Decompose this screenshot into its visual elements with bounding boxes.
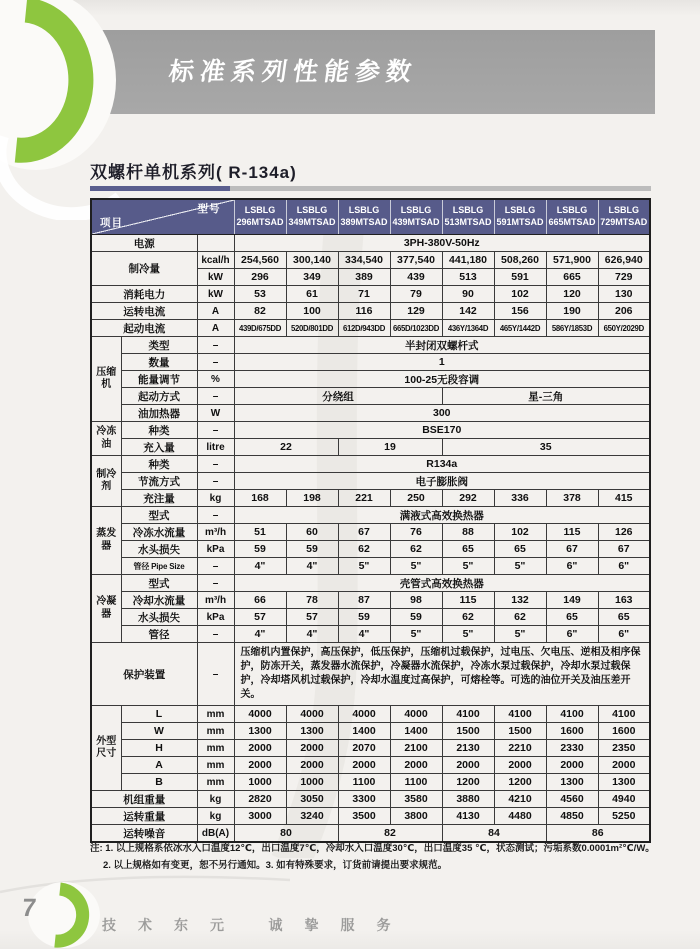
value-cell: 5"	[494, 558, 546, 575]
value-cell: 377,540	[390, 252, 442, 269]
value-cell: 2330	[546, 740, 598, 757]
value-cell: 441,180	[442, 252, 494, 269]
value-cell: 3500	[338, 808, 390, 825]
value-cell: 62	[494, 609, 546, 626]
row-label: 数量	[121, 354, 197, 371]
value-cell: 5"	[442, 626, 494, 643]
value-cell: 612D/943DD	[338, 320, 390, 337]
value-cell: 626,940	[598, 252, 650, 269]
value-cell: 4210	[494, 791, 546, 808]
value-cell: 60	[286, 524, 338, 541]
value-cell: 126	[598, 524, 650, 541]
value-cell: 2000	[390, 757, 442, 774]
unit-cell: –	[197, 337, 234, 354]
value-cell: 2000	[598, 757, 650, 774]
value-cell: 5"	[390, 558, 442, 575]
value-cell: 4100	[442, 706, 494, 723]
value-cell: 389	[338, 269, 390, 286]
note-line: 2. 以上规格如有变更，恕不另行通知。3. 如有特殊要求，订货前请提出要求规范。	[103, 859, 448, 871]
value-cell: 2130	[442, 740, 494, 757]
value-cell: 336	[494, 490, 546, 507]
value-cell: 2000	[338, 757, 390, 774]
value-cell: 62	[442, 609, 494, 626]
value-cell: 2070	[338, 740, 390, 757]
value-cell: 4000	[390, 706, 442, 723]
row-label: H	[121, 740, 197, 757]
value-cell: 79	[390, 286, 442, 303]
value-cell: 6"	[598, 558, 650, 575]
footer-slogan-word: 技术东元	[102, 917, 246, 933]
value-cell: 250	[390, 490, 442, 507]
value-cell: 4"	[234, 626, 286, 643]
value-cell: 1200	[442, 774, 494, 791]
value-cell: 4130	[442, 808, 494, 825]
value-cell: 116	[338, 303, 390, 320]
value-cell: 67	[598, 541, 650, 558]
model-column-header: LSBLG 296MTSAD	[234, 199, 286, 235]
unit-cell: kPa	[197, 609, 234, 626]
row-label: B	[121, 774, 197, 791]
value-cell: 90	[442, 286, 494, 303]
value-cell: 星-三角	[442, 388, 650, 405]
value-cell: 82	[234, 303, 286, 320]
value-cell: 壳管式高效换热器	[234, 575, 650, 592]
value-cell: 4000	[286, 706, 338, 723]
value-cell: 满液式高效换热器	[234, 507, 650, 524]
value-cell: 2820	[234, 791, 286, 808]
value-cell: 4560	[546, 791, 598, 808]
value-cell: 3000	[234, 808, 286, 825]
value-cell: 1300	[598, 774, 650, 791]
value-cell: 142	[442, 303, 494, 320]
unit-cell: mm	[197, 774, 234, 791]
value-cell: 436Y/1364D	[442, 320, 494, 337]
value-cell: 129	[390, 303, 442, 320]
model-column-header: LSBLG 665MTSAD	[546, 199, 598, 235]
row-label: 制冷量	[91, 252, 197, 286]
value-cell: 2000	[286, 757, 338, 774]
value-cell: 586Y/1853D	[546, 320, 598, 337]
row-label: 水头损失	[121, 541, 197, 558]
row-label: 保护装置	[91, 643, 197, 706]
value-cell: 84	[442, 825, 546, 843]
value-cell: 分绕组	[234, 388, 442, 405]
value-cell: 76	[390, 524, 442, 541]
model-column-header: LSBLG 513MTSAD	[442, 199, 494, 235]
table-container	[90, 198, 651, 843]
value-cell: 2350	[598, 740, 650, 757]
value-cell: 729	[598, 269, 650, 286]
group-label: 压缩机	[91, 337, 121, 422]
row-label: L	[121, 706, 197, 723]
row-label: W	[121, 723, 197, 740]
value-cell: 254,560	[234, 252, 286, 269]
value-cell: 59	[234, 541, 286, 558]
value-cell: 6"	[546, 558, 598, 575]
row-label: 电源	[91, 235, 197, 252]
value-cell: 1100	[390, 774, 442, 791]
unit-cell: –	[197, 473, 234, 490]
value-cell: 2000	[546, 757, 598, 774]
value-cell: 3800	[390, 808, 442, 825]
unit-cell: –	[197, 507, 234, 524]
value-cell: 1	[234, 354, 650, 371]
row-label: 冷却水流量	[121, 592, 197, 609]
value-cell: 2000	[234, 740, 286, 757]
value-cell: 半封闭双螺杆式	[234, 337, 650, 354]
value-cell: 349	[286, 269, 338, 286]
value-cell: 65	[546, 609, 598, 626]
value-cell: 3050	[286, 791, 338, 808]
value-cell: 57	[234, 609, 286, 626]
value-cell: 2210	[494, 740, 546, 757]
value-cell: 19	[338, 439, 442, 456]
value-cell: 571,900	[546, 252, 598, 269]
value-cell: 4480	[494, 808, 546, 825]
row-label: A	[121, 757, 197, 774]
unit-cell: kg	[197, 490, 234, 507]
value-cell: 132	[494, 592, 546, 609]
value-cell: 3240	[286, 808, 338, 825]
corner-header-cell	[91, 199, 234, 235]
value-cell: 6"	[546, 626, 598, 643]
value-cell: 1300	[546, 774, 598, 791]
title-underline	[90, 186, 651, 191]
value-cell: 62	[338, 541, 390, 558]
value-cell: 2000	[494, 757, 546, 774]
row-label: 起动电流	[91, 320, 197, 337]
unit-cell: A	[197, 320, 234, 337]
row-label: 冷冻水流量	[121, 524, 197, 541]
unit-cell: –	[197, 575, 234, 592]
unit-cell: W	[197, 405, 234, 422]
value-cell: 80	[234, 825, 338, 843]
value-cell: 1500	[442, 723, 494, 740]
value-cell: 1500	[494, 723, 546, 740]
value-cell: 1100	[338, 774, 390, 791]
banner-title: 标准系列性能参数	[167, 58, 419, 86]
unit-cell: –	[197, 388, 234, 405]
value-cell: 4"	[234, 558, 286, 575]
unit-cell: mm	[197, 706, 234, 723]
value-cell: 2000	[286, 740, 338, 757]
row-label: 起动方式	[121, 388, 197, 405]
value-cell: 67	[338, 524, 390, 541]
unit-cell: mm	[197, 757, 234, 774]
value-cell: 22	[234, 439, 338, 456]
value-cell: 66	[234, 592, 286, 609]
model-column-header: LSBLG 349MTSAD	[286, 199, 338, 235]
model-column-header: LSBLG 389MTSAD	[338, 199, 390, 235]
group-label: 冷凝器	[91, 575, 121, 643]
value-cell: 130	[598, 286, 650, 303]
value-cell: 149	[546, 592, 598, 609]
value-cell: 35	[442, 439, 650, 456]
value-cell: 3880	[442, 791, 494, 808]
note-line: 注: 1. 以上规格系依冰水入口温度12℃，出口温度7℃，冷却水入口温度30℃，出口温度35 ℃，状态测试；污垢系数0.0001m²℃/W。	[90, 843, 655, 854]
value-cell: 1600	[546, 723, 598, 740]
value-cell: 6"	[598, 626, 650, 643]
unit-cell: kW	[197, 286, 234, 303]
value-cell: 378	[546, 490, 598, 507]
row-label: 节流方式	[121, 473, 197, 490]
unit-cell: dB(A)	[197, 825, 234, 843]
model-column-header: LSBLG 729MTSAD	[598, 199, 650, 235]
row-label: 机组重量	[91, 791, 197, 808]
value-cell: 53	[234, 286, 286, 303]
value-cell: 102	[494, 286, 546, 303]
page-number: 7	[20, 894, 38, 922]
value-cell: 115	[442, 592, 494, 609]
value-cell: 465Y/1442D	[494, 320, 546, 337]
spec-table	[90, 198, 651, 843]
unit-cell: kg	[197, 791, 234, 808]
value-cell: 508,260	[494, 252, 546, 269]
row-label: 型式	[121, 507, 197, 524]
value-cell: 665D/1023DD	[390, 320, 442, 337]
corner-item-label: 项目	[100, 217, 123, 230]
value-cell: 61	[286, 286, 338, 303]
value-cell: 3PH-380V-50Hz	[234, 235, 650, 252]
value-cell: R134a	[234, 456, 650, 473]
value-cell: 1000	[286, 774, 338, 791]
value-cell: 59	[286, 541, 338, 558]
value-cell: 439	[390, 269, 442, 286]
row-label: 管径	[121, 626, 197, 643]
value-cell: 4"	[338, 626, 390, 643]
value-cell: 3580	[390, 791, 442, 808]
group-label: 蒸发器	[91, 507, 121, 575]
value-cell: 190	[546, 303, 598, 320]
unit-cell: mm	[197, 723, 234, 740]
value-cell: 51	[234, 524, 286, 541]
value-cell: 4100	[598, 706, 650, 723]
model-column-header: LSBLG 439MTSAD	[390, 199, 442, 235]
unit-cell: –	[197, 456, 234, 473]
value-cell: 5"	[442, 558, 494, 575]
value-cell: 665	[546, 269, 598, 286]
value-cell: 292	[442, 490, 494, 507]
unit-cell: kg	[197, 808, 234, 825]
corner-model-label: 型号	[197, 203, 221, 215]
value-cell: 65	[598, 609, 650, 626]
row-label: 充入量	[121, 439, 197, 456]
model-column-header: LSBLG 591MTSAD	[494, 199, 546, 235]
row-label: 充注量	[121, 490, 197, 507]
value-cell: 59	[390, 609, 442, 626]
value-cell: 4100	[546, 706, 598, 723]
value-cell: 198	[286, 490, 338, 507]
value-cell: 4100	[494, 706, 546, 723]
value-cell: 2000	[234, 757, 286, 774]
value-cell: 4940	[598, 791, 650, 808]
value-cell: 100	[286, 303, 338, 320]
value-cell: 120	[546, 286, 598, 303]
unit-cell: kW	[197, 269, 234, 286]
row-label: 运转重量	[91, 808, 197, 825]
unit-cell: m³/h	[197, 592, 234, 609]
value-cell: 67	[546, 541, 598, 558]
value-cell: 3300	[338, 791, 390, 808]
value-cell: 4850	[546, 808, 598, 825]
group-label: 冷冻油	[91, 422, 121, 456]
value-cell: 1200	[494, 774, 546, 791]
unit-cell: –	[197, 354, 234, 371]
value-cell: 300	[234, 405, 650, 422]
row-label: 油加热器	[121, 405, 197, 422]
unit-cell	[197, 235, 234, 252]
unit-cell: litre	[197, 439, 234, 456]
row-label: 消耗电力	[91, 286, 197, 303]
unit-cell: %	[197, 371, 234, 388]
value-cell: 163	[598, 592, 650, 609]
value-cell: 168	[234, 490, 286, 507]
unit-cell: –	[197, 643, 234, 706]
value-cell: 电子膨胀阀	[234, 473, 650, 490]
section-title: 双螺杆单机系列( R-134a)	[90, 163, 297, 182]
value-cell: 1600	[598, 723, 650, 740]
value-cell: 2100	[390, 740, 442, 757]
unit-cell: kcal/h	[197, 252, 234, 269]
value-cell: 206	[598, 303, 650, 320]
value-cell: 4000	[234, 706, 286, 723]
value-cell: 591	[494, 269, 546, 286]
row-label: 种类	[121, 456, 197, 473]
value-cell: 4"	[286, 558, 338, 575]
value-cell: 5"	[338, 558, 390, 575]
row-label: 型式	[121, 575, 197, 592]
value-cell: 1000	[234, 774, 286, 791]
value-cell: 65	[494, 541, 546, 558]
value-cell: 57	[286, 609, 338, 626]
group-label: 制冷剂	[91, 456, 121, 507]
row-label: 运转电流	[91, 303, 197, 320]
unit-cell: A	[197, 303, 234, 320]
value-cell: 98	[390, 592, 442, 609]
value-cell: 415	[598, 490, 650, 507]
unit-cell: –	[197, 626, 234, 643]
value-cell: 1300	[286, 723, 338, 740]
value-cell: 1400	[338, 723, 390, 740]
footer-slogan	[102, 915, 430, 935]
value-cell: 87	[338, 592, 390, 609]
unit-cell: m³/h	[197, 524, 234, 541]
value-cell: 71	[338, 286, 390, 303]
unit-cell: –	[197, 558, 234, 575]
unit-cell: –	[197, 422, 234, 439]
value-cell: 59	[338, 609, 390, 626]
value-cell: 88	[442, 524, 494, 541]
value-cell: 300,140	[286, 252, 338, 269]
row-label: 运转噪音	[91, 825, 197, 843]
footer-slogan-word: 诚挚服务	[268, 917, 413, 933]
value-cell: 334,540	[338, 252, 390, 269]
value-cell: 5"	[494, 626, 546, 643]
value-cell: 65	[442, 541, 494, 558]
value-cell: 100-25无段容调	[234, 371, 650, 388]
value-cell: 5250	[598, 808, 650, 825]
green-crescent-icon	[28, 882, 106, 948]
value-cell: 82	[338, 825, 442, 843]
value-cell: 压缩机内置保护，高压保护，低压保护，压缩机过载保护，过电压、欠电压、逆相及相序保护，防冻开关，蒸发器水流保护，冷凝器水流保护，冷冻水泵过载保护，冷却水泵过载保护，冷却塔风机过载保护，冷却水温度过高保护，可熔栓等。可选的油位开关及油压差开关。	[234, 643, 650, 706]
value-cell: 4"	[286, 626, 338, 643]
unit-cell: mm	[197, 740, 234, 757]
value-cell: 513	[442, 269, 494, 286]
value-cell: 86	[546, 825, 650, 843]
value-cell: 102	[494, 524, 546, 541]
title-underline-accent	[90, 186, 230, 191]
row-label: 管径 Pipe Size	[121, 558, 197, 575]
row-label: 能量调节	[121, 371, 197, 388]
value-cell: 520D/801DD	[286, 320, 338, 337]
value-cell: 78	[286, 592, 338, 609]
value-cell: 5"	[390, 626, 442, 643]
value-cell: 2000	[442, 757, 494, 774]
value-cell: 4000	[338, 706, 390, 723]
unit-cell: kPa	[197, 541, 234, 558]
value-cell: 1400	[390, 723, 442, 740]
value-cell: 221	[338, 490, 390, 507]
row-label: 类型	[121, 337, 197, 354]
value-cell: 650Y/2029D	[598, 320, 650, 337]
row-label: 种类	[121, 422, 197, 439]
value-cell: BSE170	[234, 422, 650, 439]
value-cell: 296	[234, 269, 286, 286]
row-label: 水头损失	[121, 609, 197, 626]
group-label: 外型尺寸	[91, 706, 121, 791]
value-cell: 62	[390, 541, 442, 558]
value-cell: 115	[546, 524, 598, 541]
value-cell: 156	[494, 303, 546, 320]
value-cell: 439D/675DD	[234, 320, 286, 337]
value-cell: 1300	[234, 723, 286, 740]
